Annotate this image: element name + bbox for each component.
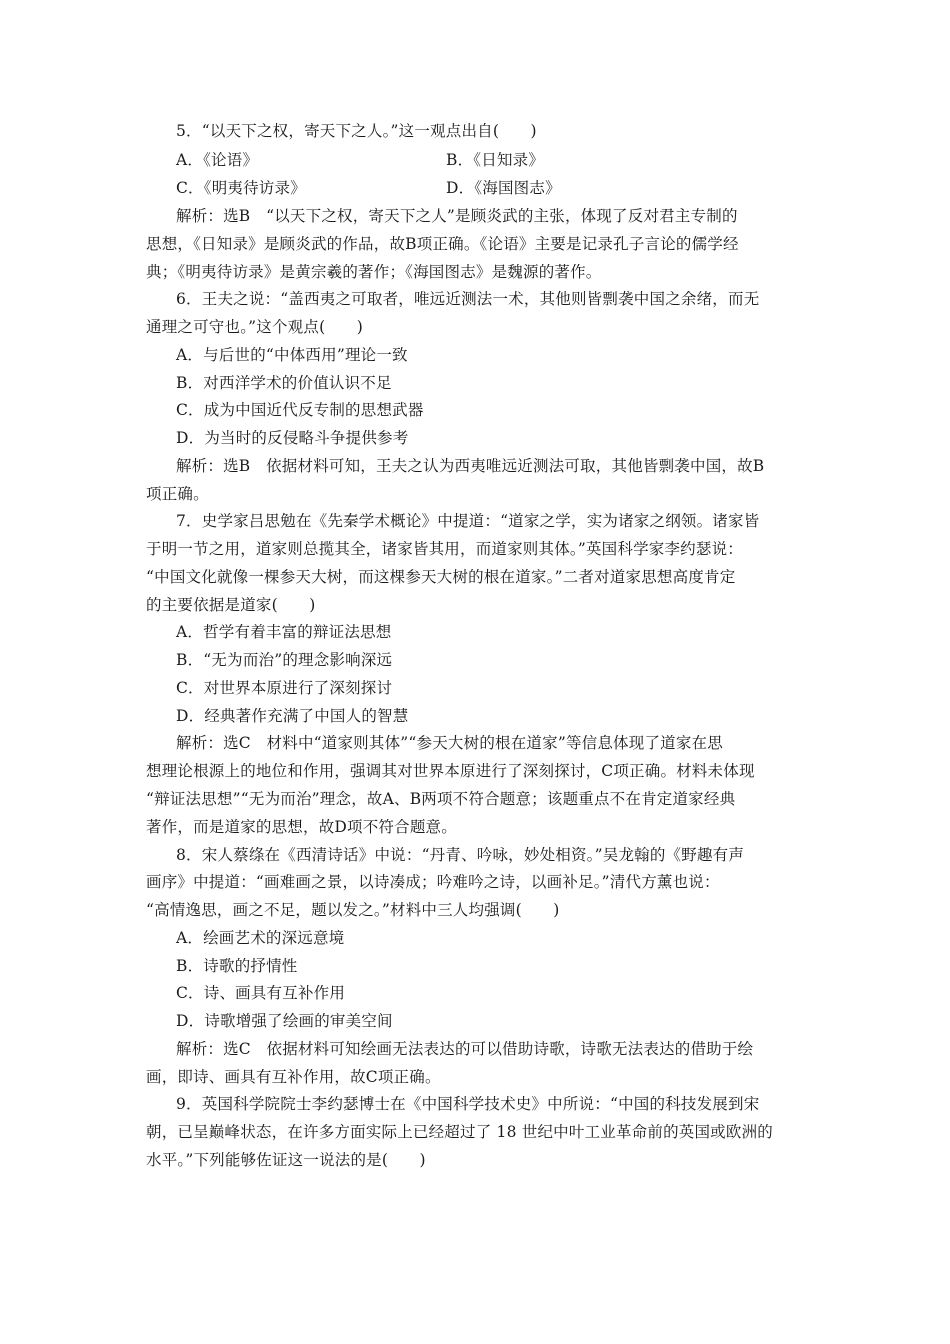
- q7-stem-line-4: 的主要依据是道家( ): [146, 596, 316, 614]
- q9-stem-line-2: 朝，已呈巅峰状态，在许多方面实际上已经超过了 18 世纪中叶工业革命前的英国或欧洲的: [146, 1123, 773, 1141]
- q5-option-c: C．《明夷待访录》: [176, 179, 306, 197]
- q9-stem-line-3: 水平。”下列能够佐证这一说法的是( ): [146, 1151, 426, 1169]
- q7-option-b: B．“无为而治”的理念影响深远: [176, 651, 393, 669]
- q5-option-b: B．《日知录》: [446, 151, 545, 169]
- q7-explanation-line-3: “辩证法思想”“无为而治”理念，故A、B两项不符合题意；该题重点不在肯定道家经典: [146, 790, 736, 808]
- q6-stem-line-1: 6．王夫之说：“盖西夷之可取者，唯远近测法一术，其他则皆剽袭中国之余绪，而无: [176, 290, 760, 308]
- q8-option-a: A．绘画艺术的深远意境: [176, 929, 345, 947]
- q8-stem-line-2: 画序》中提道：“画难画之景，以诗凑成；吟难吟之诗，以画补足。”清代方薰也说：: [146, 873, 720, 891]
- q8-explanation-line-2: 画，即诗、画具有互补作用，故C项正确。: [146, 1068, 441, 1086]
- q6-option-a: A．与后世的“中体西用”理论一致: [176, 346, 408, 364]
- q7-option-c: C．对世界本原进行了深刻探讨: [176, 679, 393, 697]
- q6-option-b: B．对西洋学术的价值认识不足: [176, 374, 392, 392]
- q8-option-c: C．诗、画具有互补作用: [176, 984, 346, 1002]
- q7-explanation-line-1: 解析：选C 材料中“道家则其体”“参天大树的根在道家”等信息体现了道家在思: [176, 734, 723, 752]
- q6-stem-line-2: 通理之可守也。”这个观点( ): [146, 318, 363, 336]
- q9-stem-line-1: 9．英国科学院院士李约瑟博士在《中国科学技术史》中所说：“中国的科技发展到宋: [176, 1095, 760, 1113]
- q5-explanation-line-3: 典；《明夷待访录》是黄宗羲的著作；《海国图志》是魏源的著作。: [146, 263, 602, 281]
- q5-explanation-line-1: 解析：选B “以天下之权，寄天下之人”是顾炎武的主张，体现了反对君主专制的: [176, 207, 738, 225]
- q6-explanation-line-2: 项正确。: [146, 485, 209, 503]
- q5-option-d: D．《海国图志》: [446, 179, 561, 197]
- q7-stem-line-2: 于明一节之用，道家则总揽其全，诸家皆其用，而道家则其体。”英国科学家李约瑟说：: [146, 540, 743, 558]
- q7-explanation-line-2: 想理论根源上的地位和作用，强调其对世界本原进行了深刻探讨，C项正确。材料未体现: [146, 762, 755, 780]
- q8-option-d: D．诗歌增强了绘画的审美空间: [176, 1012, 393, 1030]
- q5-stem: 5．“以天下之权，寄天下之人。”这一观点出自( ): [176, 122, 537, 140]
- q5-option-a: A．《论语》: [176, 151, 259, 169]
- q7-explanation-line-4: 著作，而是道家的思想，故D项不符合题意。: [146, 818, 457, 836]
- q8-explanation-line-1: 解析：选C 依据材料可知绘画无法表达的可以借助诗歌，诗歌无法表达的借助于绘: [176, 1040, 754, 1058]
- q6-explanation-line-1: 解析：选B 依据材料可知，王夫之认为西夷唯远近测法可取，其他皆剽袭中国，故B: [176, 457, 765, 475]
- q5-explanation-line-2: 思想，《日知录》是顾炎武的作品，故B项正确。《论语》主要是记录孔子言论的儒学经: [146, 235, 739, 253]
- q6-option-c: C．成为中国近代反专制的思想武器: [176, 401, 424, 419]
- q6-option-d: D．为当时的反侵略斗争提供参考: [176, 429, 409, 447]
- q7-option-d: D．经典著作充满了中国人的智慧: [176, 707, 409, 725]
- q7-stem-line-3: “中国文化就像一棵参天大树，而这棵参天大树的根在道家。”二者对道家思想高度肯定: [146, 568, 736, 586]
- q7-stem-line-1: 7．史学家吕思勉在《先秦学术概论》中提道：“道家之学，实为诸家之纲领。诸家皆: [176, 512, 760, 530]
- q8-stem-line-1: 8．宋人蔡绦在《西清诗话》中说：“丹青、吟咏，妙处相资。”吴龙翰的《野趣有声: [176, 846, 745, 864]
- q8-stem-line-3: “高情逸思，画之不足，题以发之。”材料中三人均强调( ): [146, 901, 560, 919]
- q8-option-b: B．诗歌的抒情性: [176, 957, 298, 975]
- q7-option-a: A．哲学有着丰富的辩证法思想: [176, 623, 392, 641]
